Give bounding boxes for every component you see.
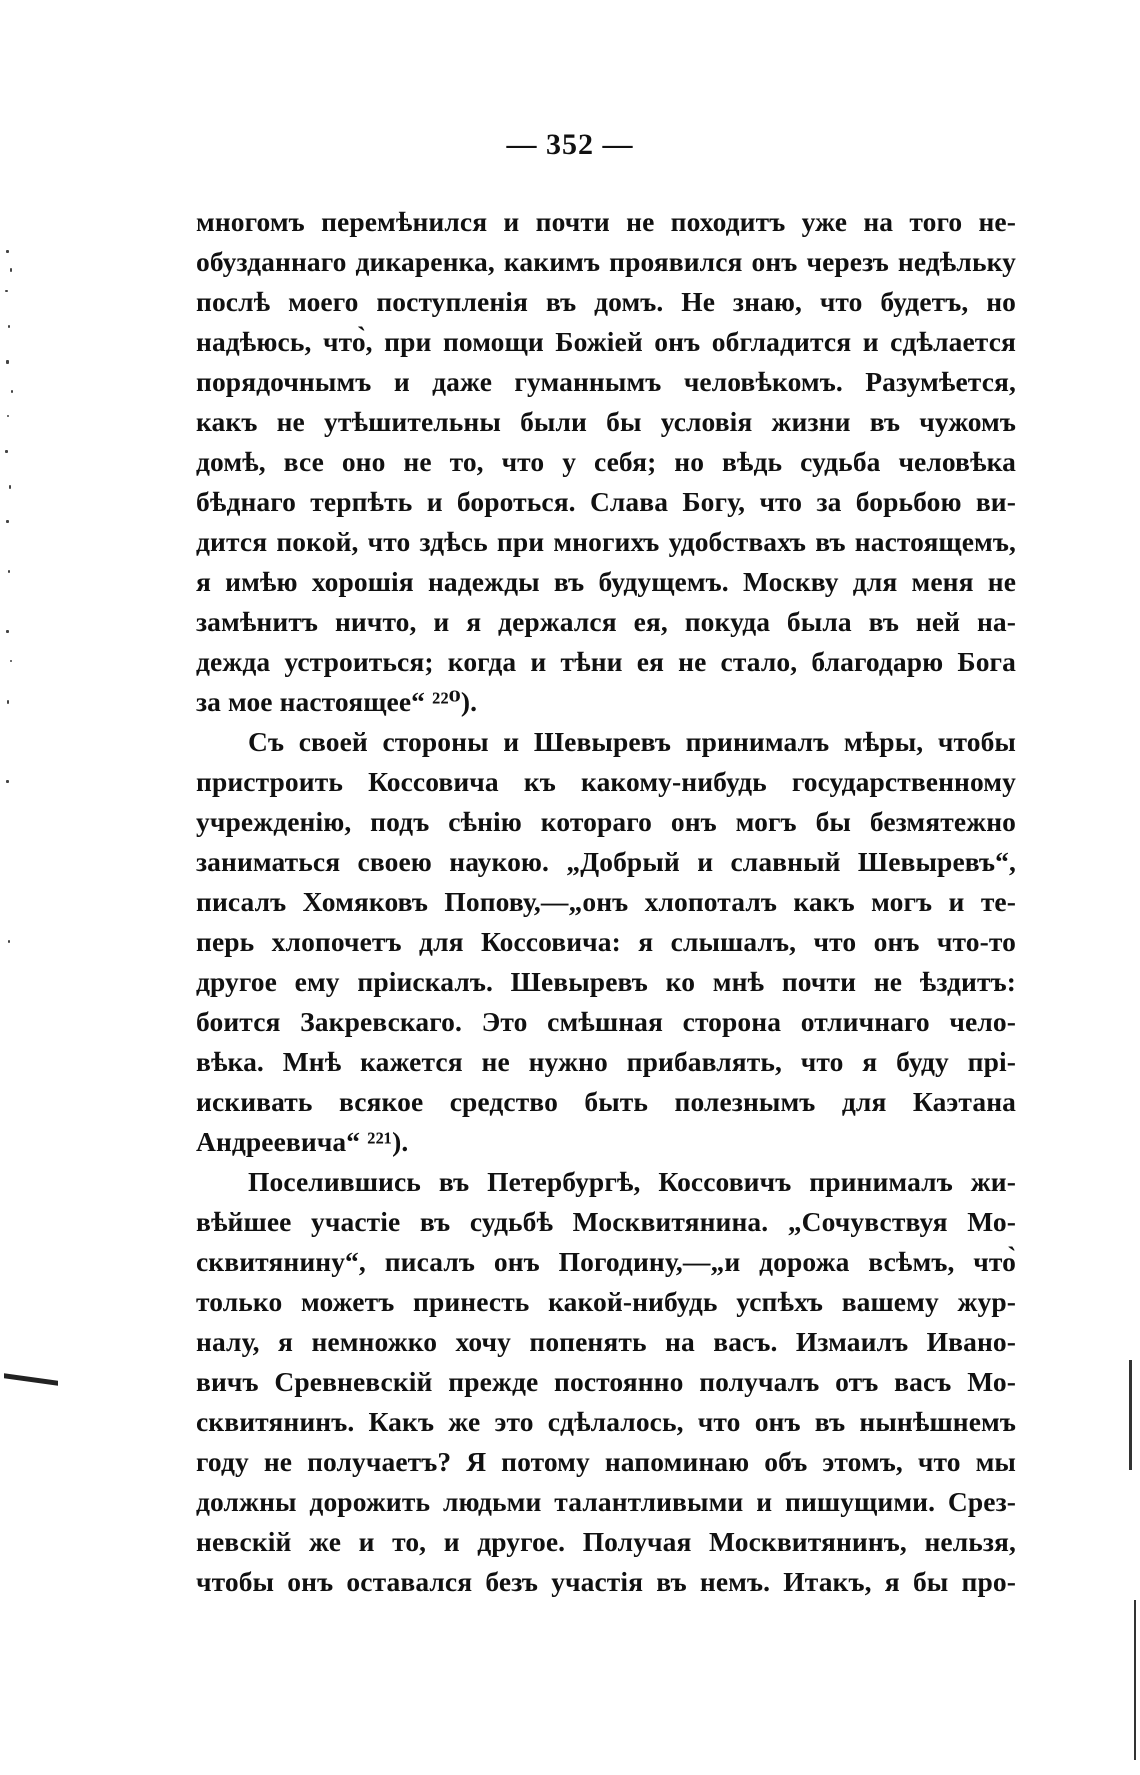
- scan-speck: [11, 390, 13, 393]
- text-line: послѣ моего поступленія въ домъ. Не знаю, что будетъ, но: [196, 286, 1016, 317]
- page-number: — 352 —: [506, 128, 634, 161]
- right-edge-line: [1134, 1600, 1136, 1760]
- text-line: налу, я немножко хочу попенять на васъ. Измаилъ Ивано-: [196, 1326, 1016, 1357]
- scan-speck: [9, 485, 11, 489]
- text-line: году не получаетъ? Я потому напоминаю объ этомъ, что мы: [196, 1446, 1016, 1477]
- scan-speck: [6, 360, 9, 364]
- text-line: Андреевича“ ²²¹).: [196, 1126, 409, 1157]
- scan-speck: [6, 780, 9, 783]
- scan-speck: [6, 630, 9, 633]
- scan-speck: [8, 940, 10, 943]
- body-text: [196, 202, 1016, 1602]
- text-line: порядочнымъ и даже гуманнымъ человѣкомъ. Разумѣется,: [196, 366, 1016, 397]
- text-line: вѣйшее участіе въ судьбѣ Москвитянина. „Сочувствуя Мо-: [196, 1206, 1016, 1237]
- margin-scan-marks: [2, 240, 18, 1640]
- scan-speck: [7, 415, 9, 417]
- text-line: только можетъ принесть какой-нибудь успѣхъ вашему жур-: [196, 1286, 1016, 1317]
- text-line: дится покой, что здѣсь при многихъ удобствахъ въ настоящемъ,: [196, 526, 1016, 557]
- text-line: бѣднаго терпѣть и бороться. Слава Богу, что за борьбою ви-: [196, 486, 1016, 517]
- scan-speck: [7, 700, 9, 704]
- scan-speck: [5, 290, 8, 292]
- text-line: вичъ Сревневскій прежде постоянно получалъ отъ васъ Мо-: [196, 1366, 1016, 1397]
- text-line: заниматься своею наукою. „Добрый и славный Шевыревъ“,: [196, 846, 1016, 877]
- text-line: вѣка. Мнѣ кажется не нужно прибавлять, что я буду прі-: [196, 1046, 1016, 1077]
- text-line: обузданнаго дикаренка, какимъ проявился онъ черезъ недѣльку: [196, 246, 1016, 277]
- text-line: я имѣю хорошія надежды въ будущемъ. Москву для меня не: [196, 566, 1016, 597]
- paragraph-start-line: Поселившись въ Петербургѣ, Коссовичъ принималъ жи-: [248, 1166, 1016, 1197]
- paragraph-start-line: Съ своей стороны и Шевыревъ принималъ мѣры, чтобы: [248, 726, 1016, 757]
- text-line: домѣ, все оно не то, что у себя; но вѣдь судьба человѣка: [196, 446, 1016, 477]
- text-line: невскій же и то, и другое. Получая Москвитянинъ, нельзя,: [196, 1526, 1016, 1557]
- scan-speck: [6, 250, 9, 253]
- text-line: дежда устроиться; когда и тѣни ея не стало, благодарю Бога: [196, 646, 1016, 677]
- text-line: другое ему пріискалъ. Шевыревъ ко мнѣ почти не ѣздитъ:: [196, 966, 1016, 997]
- scan-speck: [10, 268, 12, 272]
- text-line: перь хлопочетъ для Коссовича: я слышалъ, что онъ что-то: [196, 926, 1016, 957]
- text-line: многомъ перемѣнился и почти не походитъ уже на того не-: [196, 206, 1016, 237]
- text-line: замѣнитъ ничто, и я держался ея, покуда была въ ней на-: [196, 606, 1016, 637]
- text-line: должны дорожить людьми талантливыми и пишущими. Срез-: [196, 1486, 1016, 1517]
- text-line: искивать всякое средство быть полезнымъ для Каэтана: [196, 1086, 1016, 1117]
- text-line: боится Закревскаго. Это смѣшная сторона отличнаго чело-: [196, 1006, 1016, 1037]
- scan-speck: [10, 660, 12, 662]
- text-line: надѣюсь, что̀, при помощи Божіей онъ обгладится и сдѣлается: [196, 326, 1016, 357]
- text-line: за мое настоящее“ ²²⁰).: [196, 686, 478, 717]
- text-line: сквитянину“, писалъ онъ Погодину,—„и дорожа всѣмъ, что̀: [196, 1246, 1016, 1277]
- text-line: чтобы онъ оставался безъ участія въ немъ. Итакъ, я бы про-: [196, 1566, 1016, 1597]
- text-line: сквитянинъ. Какъ же это сдѣлалось, что онъ въ нынѣшнемъ: [196, 1406, 1016, 1437]
- scan-speck: [8, 570, 10, 573]
- scan-speck: [5, 450, 8, 453]
- text-line: учрежденію, подъ сѣнію котораго онъ могъ бы безмятежно: [196, 806, 1016, 837]
- scan-speck: [8, 325, 10, 328]
- right-edge-line: [1129, 1360, 1132, 1470]
- text-line: писалъ Хомяковъ Попову,—„онъ хлопоталъ какъ могъ и те-: [196, 886, 1016, 917]
- text-line: какъ не утѣшительны были бы условія жизни въ чужомъ: [196, 406, 1016, 437]
- text-line: пристроить Коссовича къ какому-нибудь государственному: [196, 766, 1016, 797]
- scan-speck: [6, 520, 9, 523]
